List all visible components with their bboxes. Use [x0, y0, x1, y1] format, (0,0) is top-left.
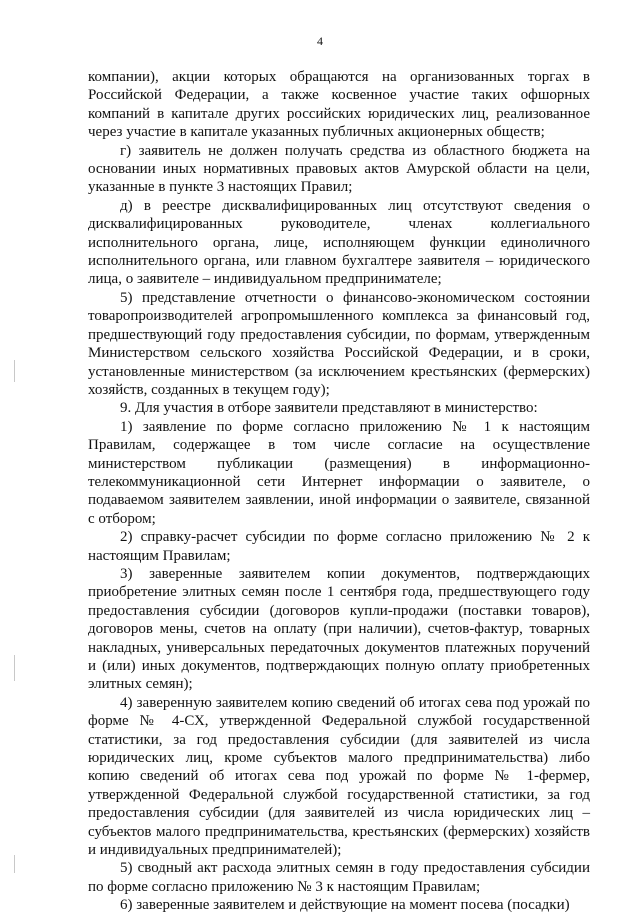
paragraph: 5) сводный акт расхода элитных семян в году предоставления субсидии по форме согласно приложению № 3 к настоящим Правилам;: [88, 860, 590, 895]
paragraph: 4) заверенную заявителем копию сведений об итогах сева под урожай по форме № 4-СХ, утвержденной Федеральной службой государственной статистики, за год предоставления субсидии (для заявителей из числа юридических лиц, кроме субъектов малого предпринимательства) либо копию сведений об итогах сева под урожай по форме № 1-фермер, утвержденной Федеральной службой государственной статистики, за год предоставления субсидии (для заявителей из числа юридических лиц – субъектов малого предпринимательства, крестьянских (фермерских) хозяйств и индивидуальных предпринимателей);: [88, 694, 590, 859]
paragraph: 3) заверенные заявителем копии документов, подтверждающих приобретение элитных семян после 1 сентября года, предшествующего году предоставления субсидии (договоров купли-продажи (поставки товаров), договоров мены, счетов на оплату (при наличии), счетов-фактур, товарных накладных, универсальных передаточных документов платежных поручений и (или) иных документов, подтверждающих полную оплату приобретенных элитных семян);: [88, 565, 590, 693]
scan-artifact: [14, 855, 15, 873]
paragraph: 9. Для участия в отборе заявители представляют в министерство:: [120, 400, 538, 417]
paragraph: 1) заявление по форме согласно приложению № 1 к настоящим Правилам, содержащее в том числе согласие на осуществление министерством публикации (размещения) в информационно-телекоммуникационной сети Интернет информации о заявителе, о подаваемом заявителем заявлении, иной информации о заявителе, связанной с отбором;: [88, 418, 590, 527]
document-body: [88, 68, 590, 915]
paragraph: 2) справку-расчет субсидии по форме согласно приложению № 2 к настоящим Правилам;: [88, 529, 590, 564]
scan-artifact: [14, 655, 15, 681]
paragraph: д) в реестре дисквалифицированных лиц отсутствуют сведения о дисквалифицированных руководителе, членах коллегиального исполнительного органа, лице, исполняющем функции единоличного исполнительного органа, или главном бухгалтере заявителя – юридического лица, о заявителе – индивидуальном предпринимателе;: [88, 197, 590, 288]
page-number: 4: [317, 34, 323, 48]
paragraph: компании), акции которых обращаются на организованных торгах в Российской Федерации, а также косвенное участие таких офшорных компаний в капитале других российских юридических лиц, реализованное через участие в капитале указанных публичных акционерных обществ;: [88, 69, 590, 141]
scan-artifact: [14, 360, 15, 382]
paragraph: 5) представление отчетности о финансово-экономическом состоянии товаропроизводителей агропромышленного комплекса за финансовый год, предшествующий году предоставления субсидии, по формам, утвержденным Министерством сельского хозяйства Российской Федерации, и в сроки, установленные министерством (за исключением крестьянских (фермерских) хозяйств, созданных в текущем году);: [88, 289, 590, 398]
paragraph: г) заявитель не должен получать средства из областного бюджета на основании иных нормативных правовых актов Амурской области на цели, указанные в пункте 3 настоящих Правил;: [88, 142, 590, 196]
paragraph: 6) заверенные заявителем и действующие на момент посева (посадки): [120, 897, 570, 914]
